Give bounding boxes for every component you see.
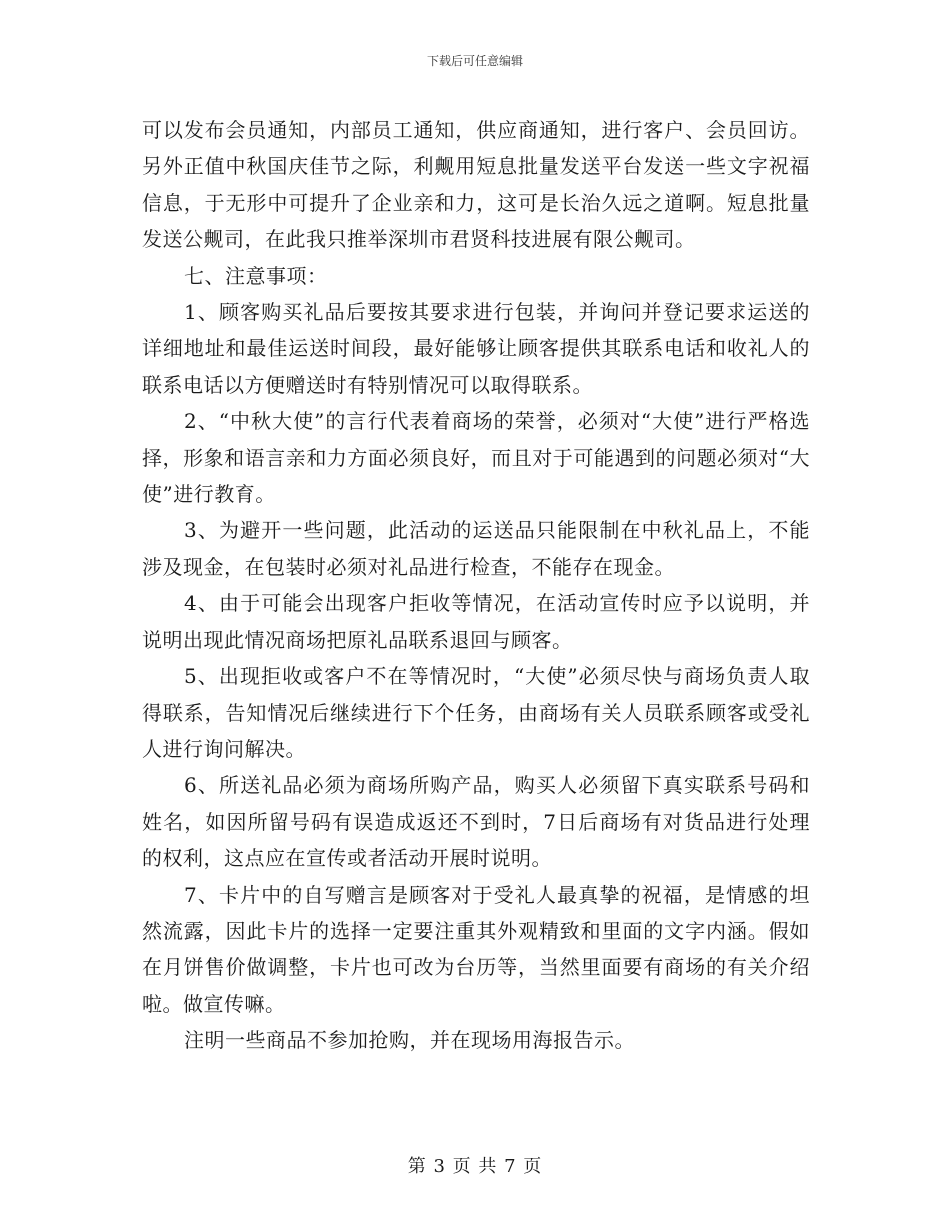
paragraph-item-3: 3、为避开一些问题，此活动的运送品只能限制在中秋礼品上，不能涉及现金，在包装时必须对礼品进行检查，不能存在现金。 <box>142 518 810 579</box>
document-body <box>142 112 810 1059</box>
paragraph-item-6: 6、所送礼品必须为商场所购产品，购买人必须留下真实联系号码和姓名，如因所留号码有误造成返还不到时，7日后商场有对货品进行处理的权利，这点应在宣传或者活动开展时说明。 <box>142 773 810 871</box>
paragraph-item-1: 1、顾客购买礼品后要按其要求进行包装，并询问并登记要求运送的详细地址和最佳运送时间段，最好能够让顾客提供其联系电话和收礼人的联系电话以方便赠送时有特别情况可以取得联系。 <box>142 300 810 397</box>
paragraph-item-7: 7、卡片中的自写赠言是顾客对于受礼人最真挚的祝福，是情感的坦然流露，因此卡片的选择一定要注重其外观精致和里面的文字内涵。假如在月饼售价做调整，卡片也可改为台历等，当然里面要有商场的有关介绍啦。做宣传嘛。 <box>142 882 810 1016</box>
paragraph-continuation: 可以发布会员通知，内部员工通知，供应商通知，进行客户、会员回访。另外正值中秋国庆佳节之际，利觍用短息批量发送平台发送一些文字祝福信息，于无形中可提升了企业亲和力，这可是长治久远之道啊。短息批量发送公觍司，在此我只推举深圳市君贤科技进展有限公觍司。 <box>142 118 810 252</box>
section-heading-notes: 七、注意事项： <box>184 263 328 288</box>
paragraph-item-4: 4、由于可能会出现客户拒收等情况，在活动宣传时应予以说明，并说明出现此情况商场把原礼品联系退回与顾客。 <box>142 591 810 652</box>
page-header-note: 下载后可任意编辑 <box>426 54 523 68</box>
paragraph-note: 注明一些商品不参加抢购，并在现场用海报告示。 <box>184 1028 635 1053</box>
paragraph-item-2: 2、“中秋大使”的言行代表着商场的荣誉，必须对“大使”进行严格选择，形象和语言亲和力方面必须良好，而且对于可能遇到的问题必须对“大使”进行教育。 <box>142 409 810 507</box>
page-number: 第 3 页 共 7 页 <box>407 1156 543 1177</box>
paragraph-item-5: 5、出现拒收或客户不在等情况时，“大使”必须尽快与商场负责人取得联系，告知情况后继续进行下个任务，由商场有关人员联系顾客或受礼人进行询问解决。 <box>142 664 810 761</box>
